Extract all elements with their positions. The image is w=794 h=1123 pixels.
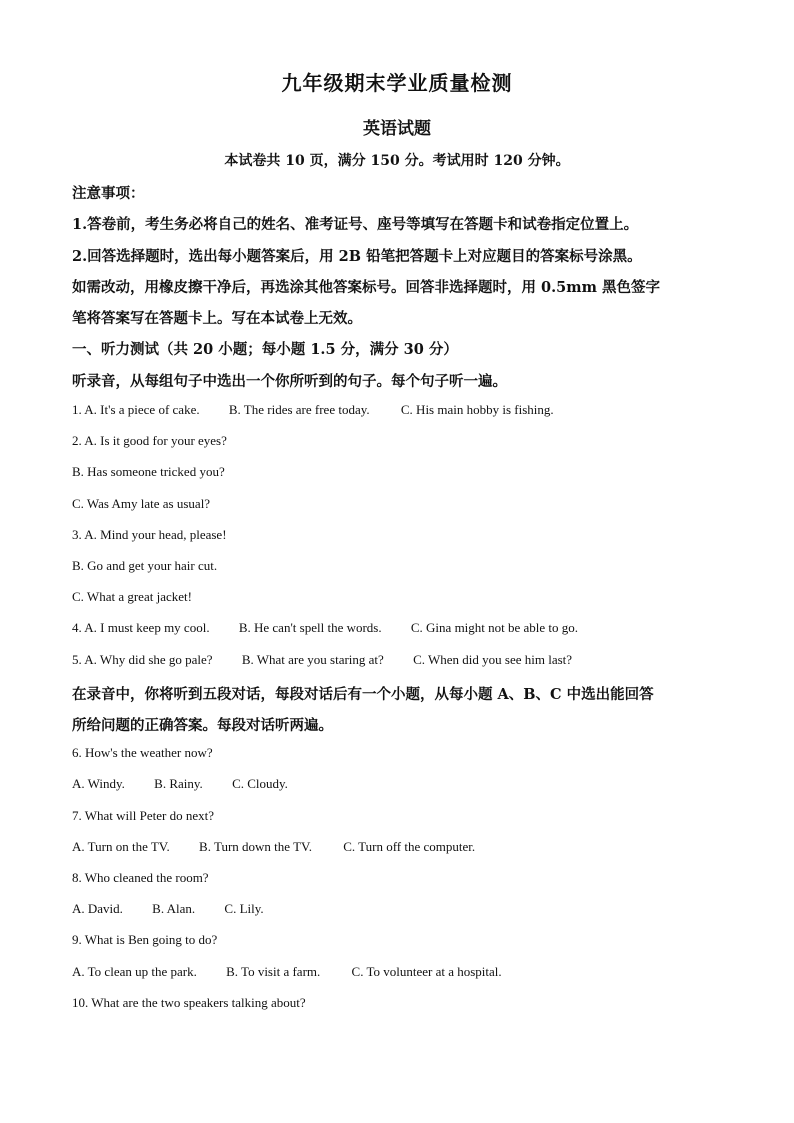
section-instruction-2b: 所给问题的正确答案。每段对话听两遍。 [72, 717, 333, 734]
q7-option-b: B. Turn down the TV. [199, 839, 312, 854]
q4-option-c: C. Gina might not be able to go. [410, 620, 579, 635]
notice-item-1: 1.答卷前，考生务必将自己的姓名、准考证号、座号等填写在答题卡和试卷指定位置上。 [72, 216, 639, 233]
q5-option-a: 5. A. Why did she go pale? [72, 652, 213, 667]
q7-options [72, 839, 475, 855]
q5-option-c: C. When did you see him last? [413, 652, 573, 667]
q8-option-c: C. Lily. [224, 901, 264, 916]
page-title: 九年级期末学业质量检测 [281, 71, 513, 95]
q1-option-c: C. His main hobby is fishing. [400, 402, 554, 417]
notice-item-2-cont-1: 如需改动，用橡皮擦干净后，再选涂其他答案标号。回答非选择题时，用 0.5mm 黑色签字 [72, 279, 661, 296]
q7-option-c: C. Turn off the computer. [343, 839, 476, 854]
question-1 [72, 402, 554, 418]
q3-option-b: B. Go and get your hair cut. [72, 558, 218, 573]
q2-option-a: 2. A. Is it good for your eyes? [72, 433, 227, 448]
q9-option-b: B. To visit a farm. [226, 964, 321, 979]
section-instruction-2a: 在录音中，你将听到五段对话，每段对话后有一个小题，从每小题 A、B、C 中选出能回答 [72, 686, 654, 703]
section-heading: 一、听力测试（共 20 小题；每小题 1.5 分，满分 30 分） [72, 341, 458, 358]
q9-option-c: C. To volunteer at a hospital. [351, 964, 502, 979]
notice-item-2: 2.回答选择题时，选出每小题答案后，用 2B 铅笔把答题卡上对应题目的答案标号涂黑。 [72, 248, 642, 265]
q8-option-a: A. David. [72, 901, 123, 916]
q8-option-b: B. Alan. [152, 901, 196, 916]
notice-heading: 注意事项： [72, 185, 145, 202]
section-instruction-1: 听录音，从每组句子中选出一个你所听到的句子。每个句子听一遍。 [72, 373, 507, 390]
q4-option-a: 4. A. I must keep my cool. [72, 620, 210, 635]
q10-stem: 10. What are the two speakers talking about? [72, 995, 306, 1010]
q8-stem: 8. Who cleaned the room? [72, 870, 209, 885]
q3-option-a: 3. A. Mind your head, please! [72, 527, 227, 542]
q8-options [72, 901, 264, 917]
q9-options [72, 964, 502, 980]
q9-stem: 9. What is Ben going to do? [72, 932, 218, 947]
q1-option-a: 1. A. It's a piece of cake. [72, 402, 200, 417]
q6-stem: 6. How's the weather now? [72, 745, 213, 760]
q7-option-a: A. Turn on the TV. [72, 839, 170, 854]
q6-options [72, 776, 288, 792]
q4-option-b: B. He can't spell the words. [238, 620, 382, 635]
q1-option-b: B. The rides are free today. [228, 402, 370, 417]
question-5 [72, 652, 572, 668]
q3-option-c: C. What a great jacket! [72, 589, 192, 604]
notice-item-2-cont-2: 笔将答案写在答题卡上。写在本试卷上无效。 [72, 310, 362, 327]
subject-title: 英语试题 [363, 119, 431, 139]
exam-info: 本试卷共 10 页，满分 150 分。考试用时 120 分钟。 [224, 153, 570, 169]
q5-option-b: B. What are you staring at? [241, 652, 384, 667]
q2-option-c: C. Was Amy late as usual? [72, 496, 211, 511]
question-4 [72, 620, 578, 636]
q6-option-b: B. Rainy. [154, 776, 203, 791]
q6-option-c: C. Cloudy. [232, 776, 288, 791]
q7-stem: 7. What will Peter do next? [72, 808, 215, 823]
q9-option-a: A. To clean up the park. [72, 964, 197, 979]
q6-option-a: A. Windy. [72, 776, 125, 791]
q2-option-b: B. Has someone tricked you? [72, 464, 225, 479]
